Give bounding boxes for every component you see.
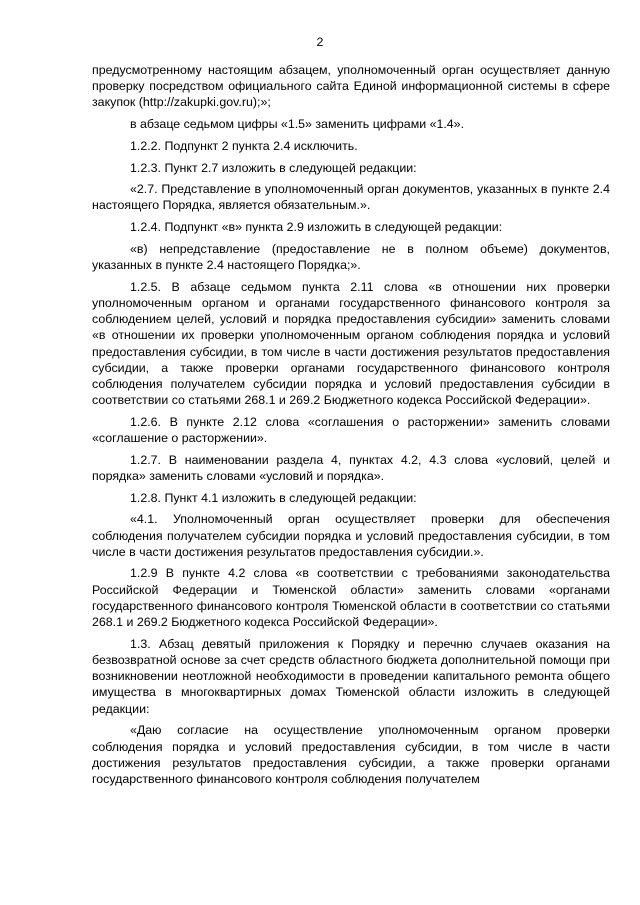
paragraph: 1.2.2. Подпункт 2 пункта 2.4 исключить. bbox=[130, 138, 358, 153]
paragraph-continuation: предусмотренному настоящим абзацем, уполномоченный орган осуществляет данную проверку посредством официального сайта Единой информационной системы в сфере закупок (http://zakupki.gov.ru);»; bbox=[92, 63, 610, 110]
paragraph: «Даю согласие на осуществление уполномоченным органом проверки соблюдения порядка и условий предоставления субсидии, в том числе в части достижения результатов предоставления субсидии, а также проверки органами государственного финансового контроля соблюдения получателем bbox=[92, 723, 610, 786]
paragraph: «4.1. Уполномоченный орган осуществляет проверки для обеспечения соблюдения получателем субсидии порядка и условий предоставления субсидии, в том числе в части достижения результатов предоставления субсидии.». bbox=[92, 512, 610, 559]
page-number: 2 bbox=[316, 35, 324, 49]
paragraph: 1.2.6. В пункте 2.12 слова «соглашения о расторжении» заменить словами «соглашение о расторжении». bbox=[92, 414, 610, 446]
document-body bbox=[92, 62, 610, 793]
paragraph: «2.7. Представление в уполномоченный орган документов, указанных в пункте 2.4 настоящего Порядка, является обязательным.». bbox=[92, 182, 610, 213]
paragraph: 1.2.3. Пункт 2.7 изложить в следующей редакции: bbox=[130, 160, 417, 175]
paragraph: 1.3. Абзац девятый приложения к Порядку и перечню случаев оказания на безвозвратной основе за счет средств областного бюджета дополнительной помощи при возникновении неотложной необходимости в проведении капитального ремонта общего имущества в многоквартирных домах Тюменской области изложить в следующей редакции: bbox=[92, 636, 610, 716]
paragraph: 1.2.5. В абзаце седьмом пункта 2.11 слова «в отношении них проверки уполномоченным органом и органами государственного финансового контроля за соблюдением целей, условий и порядка предоставления субсидии» заменить словами «в отношении их проверки уполномоченным органом соблюдения порядка и условий предоставления субсидии, в том числе в части достижения результатов предоставления субсидии, а также проверки органами государственного финансового контроля соблюдения получателем субсидии порядка и условий предоставления субсидии в соответствии со статьями 268.1 и 269.2 Бюджетного кодекса Российской Федерации». bbox=[92, 279, 610, 408]
paragraph: в абзаце седьмом цифры «1.5» заменить цифрами «1.4». bbox=[130, 117, 465, 132]
paragraph: 1.2.9 В пункте 4.2 слова «в соответствии с требованиями законодательства Российской Федерации и Тюменской области» заменить словами «органами государственного финансового контроля Тюменской области в соответствии со статьями 268.1 и 269.2 Бюджетного кодекса Российской Федерации». bbox=[92, 566, 610, 630]
paragraph: 1.2.8. Пункт 4.1 изложить в следующей редакции: bbox=[130, 490, 417, 505]
paragraph: «в) непредставление (предоставление не в полном объеме) документов, указанных в пункте 2.4 настоящего Порядка;». bbox=[92, 241, 610, 273]
paragraph: 1.2.7. В наименовании раздела 4, пунктах 4.2, 4.3 слова «условий, целей и порядка» заменить словами «условий и порядка». bbox=[92, 452, 610, 483]
paragraph: 1.2.4. Подпункт «в» пункта 2.9 изложить в следующей редакции: bbox=[130, 220, 503, 235]
